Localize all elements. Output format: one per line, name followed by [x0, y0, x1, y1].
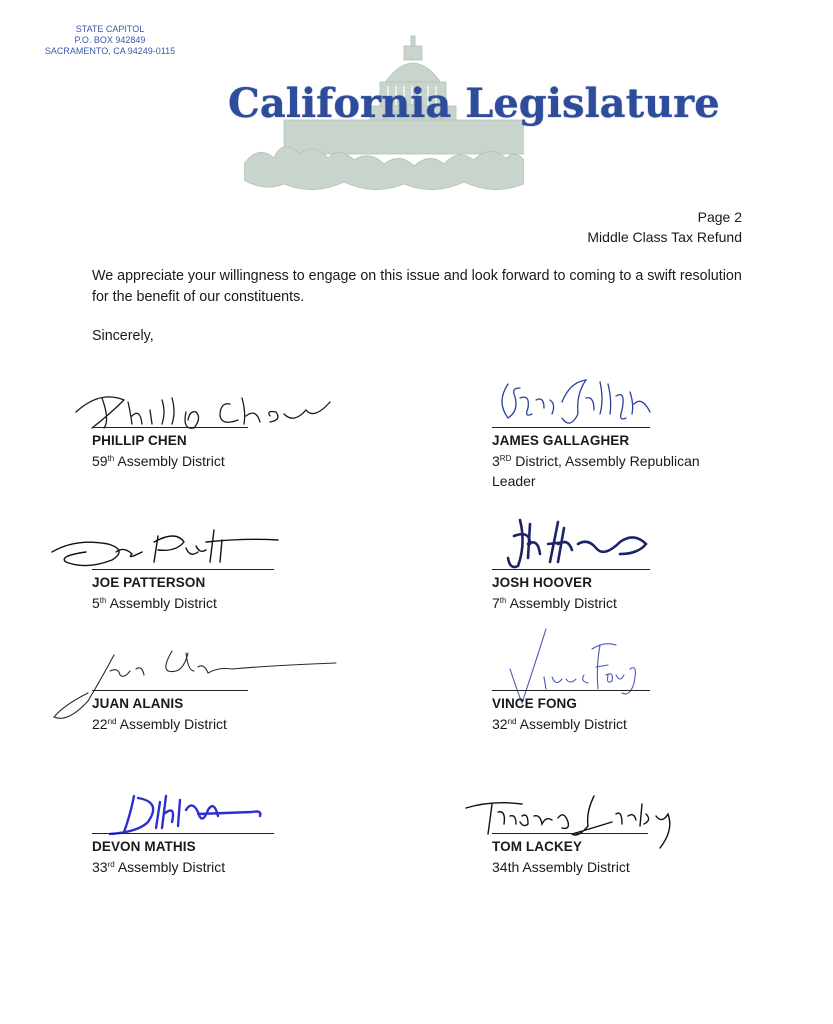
address-line-1: STATE CAPITOL [75, 24, 145, 34]
body-paragraph: We appreciate your willingness to engage on this issue and look forward to coming to a swift resolution for the benefit of our constituents. [92, 268, 742, 305]
signer-name: PHILLIP CHEN [92, 433, 187, 448]
signer-district: 33rd Assembly District [92, 859, 226, 875]
signature-line [492, 427, 650, 428]
closing-salutation: Sincerely, [92, 328, 154, 344]
signer-name: VINCE FONG [492, 696, 578, 711]
signer-district: 32nd Assembly District [492, 716, 627, 732]
signature-line [492, 833, 648, 834]
address-line-3: SACRAMENTO, CA 94249-0115 [44, 46, 176, 56]
signature-line [92, 427, 248, 428]
letter-subject: Middle Class Tax Refund [587, 229, 742, 245]
signer-name: JUAN ALANIS [92, 696, 184, 711]
signature-alanis [48, 641, 338, 725]
signer-name: TOM LACKEY [492, 839, 583, 854]
signature-line [92, 690, 248, 691]
signer-name: DEVON MATHIS [92, 839, 196, 854]
page-header [587, 207, 742, 247]
signature-gallagher [490, 374, 660, 432]
letterhead-title: California Legislature [228, 80, 720, 127]
signer-district: 7th Assembly District [492, 595, 617, 611]
signature-chen [70, 380, 340, 434]
signer-name: JOE PATTERSON [92, 575, 206, 590]
signer-district: 22nd Assembly District [92, 716, 227, 732]
signer-district: 34th Assembly District [492, 859, 630, 875]
address-line-2: P.O. BOX 942849 [74, 35, 146, 45]
signature-patterson [46, 522, 286, 574]
return-address [30, 24, 190, 57]
signature-hoover [500, 514, 662, 574]
signature-line [92, 569, 274, 570]
signature-line [92, 833, 274, 834]
signature-mathis [102, 786, 272, 840]
signer-district: 59th Assembly District [92, 453, 225, 469]
signature-line [492, 569, 650, 570]
signer-name: JAMES GALLAGHER [492, 433, 630, 448]
signer-district: 5th Assembly District [92, 595, 217, 611]
page-number: Page 2 [697, 209, 742, 225]
signer-district: 3RD District, Assembly Republican Leader [492, 453, 700, 489]
signature-line [492, 690, 650, 691]
signer-name: JOSH HOOVER [492, 575, 593, 590]
